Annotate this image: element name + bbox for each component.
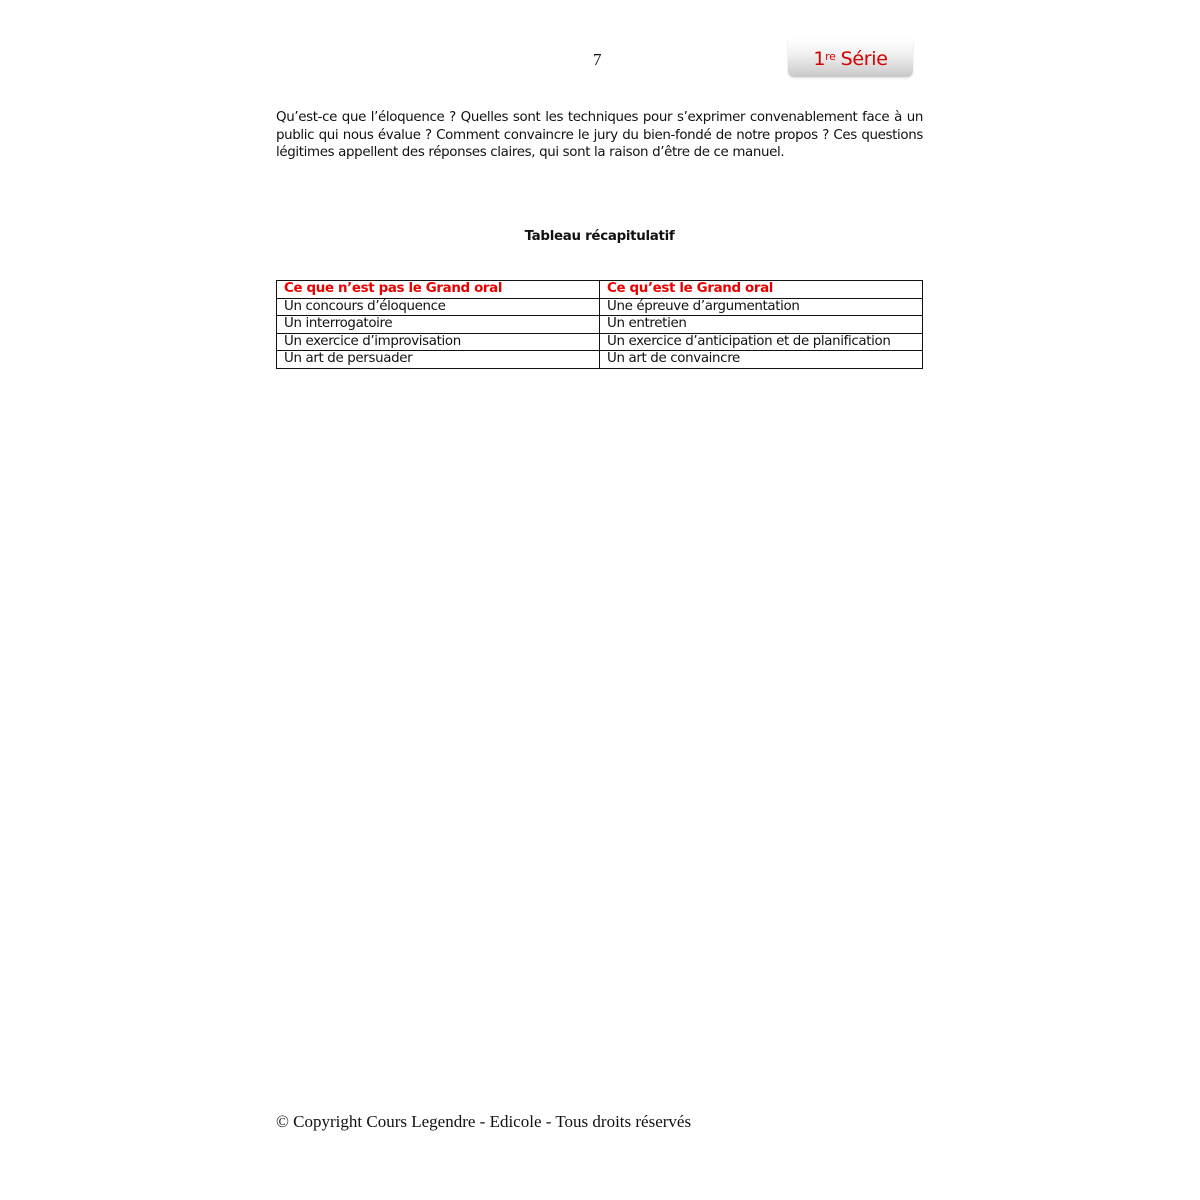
copyright-footer: © Copyright Cours Legendre - Edicole - Tous droits réservés [276,1112,692,1131]
column-header-is: Ce qu’est le Grand oral [600,281,923,299]
table-cell: Un interrogatoire [277,316,600,334]
series-badge-superscript: re [825,50,836,63]
table-cell: Un art de persuader [277,351,600,369]
table-row [277,298,923,316]
table-title: Tableau récapitulatif [524,229,675,244]
table-cell: Un art de convaincre [600,351,923,369]
table-header-row [277,281,923,299]
table-cell: Un entretien [600,316,923,334]
series-badge-label: Série [840,47,888,70]
table-cell: Un concours d’éloquence [277,298,600,316]
table-cell: Un exercice d’improvisation [277,333,600,351]
table-cell: Un exercice d’anticipation et de planification [600,333,923,351]
table-cell: Une épreuve d’argumentation [600,298,923,316]
series-badge-number: 1 [813,47,826,70]
column-header-is-not: Ce que n’est pas le Grand oral [277,281,600,299]
table-row [277,316,923,334]
summary-table [276,280,923,369]
table-row [277,333,923,351]
page-number: 7 [593,50,602,69]
intro-paragraph: Qu’est-ce que l’éloquence ? Quelles sont les techniques pour s’exprimer convenablement face à un public qui nous évalue ? Comment convaincre le jury du bien-fondé de notre propos ? Ces questions légitimes appellent des réponses claires, qui sont la raison d’être de ce manuel. [276,110,923,160]
table-row [277,351,923,369]
series-badge [788,40,913,77]
